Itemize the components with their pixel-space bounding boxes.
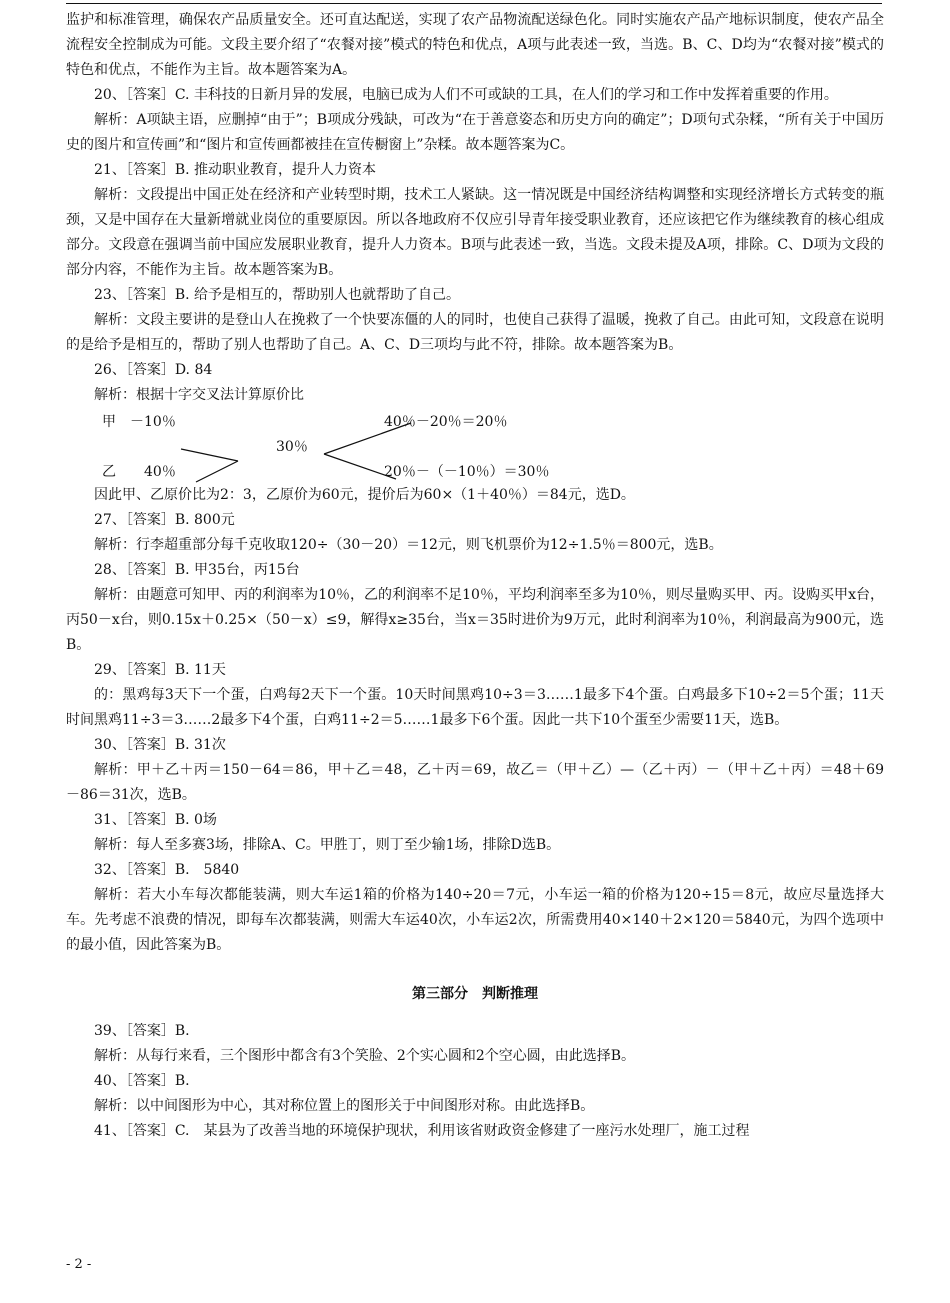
answer-line: 41、［答案］C. 某县为了改善当地的环境保护现状，利用该省财政资金修建了一座污水处理厂，施工过程 — [94, 1123, 750, 1139]
explanation: 解析：甲＋乙＋丙＝150－64＝86，甲＋乙＝48，乙＋丙＝69，故乙＝（甲＋乙）—（乙＋丙）－（甲＋乙＋丙）＝48＋69－86＝31次，选B。 — [66, 762, 884, 803]
answer-line: 20、［答案］C. 丰科技的日新月异的发展，电脑已成为人们不可或缺的工具，在人们的学习和工作中发挥着重要的作用。 — [94, 87, 838, 103]
cross-method-diagram — [66, 408, 884, 483]
answer-line: 32、［答案］B. 5840 — [94, 862, 240, 878]
answer-line: 23、［答案］B. 给予是相互的，帮助别人也就帮助了自己。 — [94, 287, 461, 303]
answer-line: 30、［答案］B. 31次 — [94, 737, 226, 753]
paragraph: 监护和标准管理，确保农产品质量安全。还可直达配送，实现了农产品物流配送绿色化。同时实施农产品产地标识制度，使农产品全流程安全控制成为可能。文段主要介绍了“农餐对接”模式的特色和优点，A项与此表述一致，当选。B、C、D均为“农餐对接”模式的特色和优点，不能作为主旨。故本题答案为A。 — [66, 12, 884, 78]
explanation: 解析：每人至多赛3场，排除A、C。甲胜丁，则丁至少输1场，排除D选B。 — [94, 837, 561, 853]
answer-line: 40、［答案］B. — [94, 1073, 190, 1089]
explanation: 解析：由题意可知甲、丙的利润率为10％，乙的利润率不足10％，平均利润率至多为10％，则尽量购买甲、丙。设购买甲x台，丙50－x台，则0.15x＋0.25×（50－x）≤9，解得x≥35台，当x＝35时进价为9万元，此时利润率为10％，利润最高为900元，选B。 — [66, 587, 884, 653]
explanation: 解析：行李超重部分每千克收取120÷（30－20）＝12元，则飞机票价为12÷1.5％＝800元，选B。 — [94, 537, 723, 553]
cross-row2-left: 乙 40％ — [102, 464, 176, 480]
explanation: 的：黑鸡每3天下一个蛋，白鸡每2天下一个蛋。10天时间黑鸡10÷3＝3……1最多下4个蛋。白鸡最多下10÷2＝5个蛋；11天时间黑鸡11÷3＝3……2最多下4个蛋，白鸡11÷2＝5……1最多下6个蛋。因此一共下10个蛋至少需要11天，选B。 — [66, 687, 884, 728]
header-rule — [66, 3, 882, 4]
explanation: 解析：若大小车每次都能装满，则大车运1箱的价格为140÷20＝7元，小车运一箱的价格为120÷15＝8元，故应尽量选择大车。先考虑不浪费的情况，即每车次都装满，则需大车运40次，小车运2次，所需费用40×140＋2×120＝5840元，为四个选项中的最小值，因此答案为B。 — [66, 887, 884, 953]
answer-line: 27、［答案］B. 800元 — [94, 512, 235, 528]
answer-line: 21、［答案］B. 推动职业教育，提升人力资本 — [94, 162, 377, 178]
cross-line — [181, 449, 238, 461]
answer-line: 28、［答案］B. 甲35台，丙15台 — [94, 562, 300, 578]
explanation: 解析：从每行来看，三个图形中都含有3个笑脸、2个实心圆和2个空心圆，由此选择B。 — [94, 1048, 636, 1064]
cross-row1-right: 40％－20％＝20％ — [384, 414, 508, 430]
answer-line: 31、［答案］B. 0场 — [94, 812, 217, 828]
cross-row2-right: 20％－（－10％）＝30％ — [384, 464, 550, 480]
cross-row1-left: 甲 －10％ — [102, 414, 176, 430]
page-number: - 2 - — [66, 1257, 92, 1272]
explanation: 解析：以中间图形为中心，其对称位置上的图形关于中间图形对称。由此选择B。 — [94, 1098, 595, 1114]
answer-line: 26、［答案］D. 84 — [94, 362, 213, 378]
document-body — [66, 8, 884, 1144]
section-title: 第三部分 判断推理 — [412, 986, 538, 1002]
answer-line: 39、［答案］B. — [94, 1023, 190, 1039]
explanation: 解析：文段提出中国正处在经济和产业转型时期，技术工人紧缺。这一情况既是中国经济结构调整和实现经济增长方式转变的瓶颈，又是中国存在大量新增就业岗位的重要原因。所以各地政府不仅应引导青年接受职业教育，还应该把它作为继续教育的核心组成部分。文段意在强调当前中国应发展职业教育，提升人力资本。B项与此表述一致，当选。文段未提及A项，排除。C、D项为文段的部分内容，不能作为主旨。故本题答案为B。 — [66, 187, 884, 278]
explanation: 解析：A项缺主语，应删掉“由于”；B项成分残缺，可改为“在于善意姿态和历史方向的确定”；D项句式杂糅，“所有关于中国历史的图片和宣传画”和“图片和宣传画都被挂在宣传橱窗上”杂糅。故本题答案为C。 — [66, 112, 884, 153]
explanation: 因此甲、乙原价比为2：3，乙原价为60元，提价后为60×（1＋40％）＝84元，选D。 — [94, 487, 635, 503]
cross-center: 30％ — [276, 439, 308, 455]
answer-line: 29、［答案］B. 11天 — [94, 662, 226, 678]
explanation: 解析：文段主要讲的是登山人在挽救了一个快要冻僵的人的同时，也使自己获得了温暖，挽救了自己。由此可知，文段意在说明的是给予是相互的，帮助了别人也帮助了自己。A、C、D三项均与此不符，排除。故本题答案为B。 — [66, 312, 884, 353]
explanation: 解析：根据十字交叉法计算原价比 — [94, 387, 304, 403]
cross-line — [196, 461, 238, 482]
